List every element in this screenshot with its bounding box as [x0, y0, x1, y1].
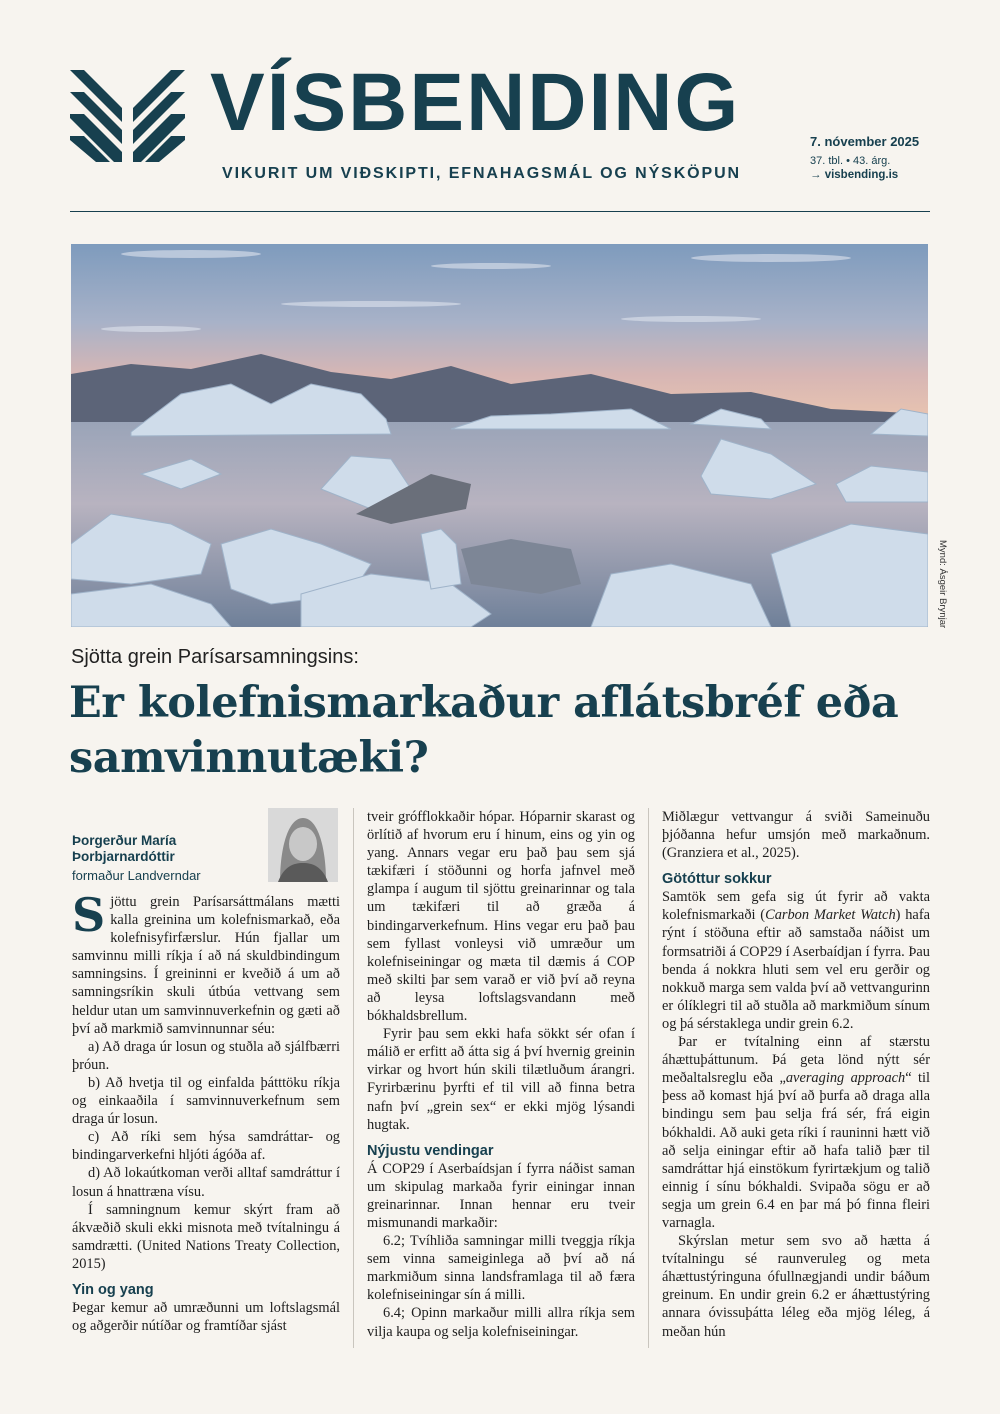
hero-photo: [71, 244, 928, 627]
list-item: d) Að lokaútkoman verði alltaf samdráttur í losun á hnattræna vísu.: [72, 1165, 340, 1200]
issue-info: [810, 134, 940, 181]
section-heading-news: Nýjustu vendingar: [367, 1142, 494, 1159]
paragraph: Þegar kemur að umræðunni um loftslagsmál og aðgerðir nútíðar og framtíðar sjást: [72, 1299, 340, 1335]
brand-tagline: VIKURIT UM VIÐSKIPTI, EFNAHAGSMÁL OG NÝSKÖPUN: [222, 165, 742, 182]
drop-cap: S: [72, 888, 106, 942]
article-headline: Er kolefnismarkaður aflátsbréf eða samvinnutæki?: [69, 678, 899, 783]
author-name: Þorgerður María Þorbjarnardóttir: [72, 833, 177, 864]
glacier-lagoon-image: [71, 244, 928, 627]
column-divider: [353, 808, 354, 1348]
website-link[interactable]: → visbending.is: [810, 169, 899, 181]
list-item: c) Að ríki sem hýsa samdráttar- og bindingarverkefni hljóti ágóða af.: [72, 1129, 340, 1164]
author-photo: [268, 808, 338, 882]
author-role: formaður Landverndar: [72, 868, 201, 883]
visbending-logo-icon: [70, 70, 185, 162]
issue-date: 7. nóvember 2025: [810, 134, 920, 149]
brand-title: VÍSBENDING: [210, 57, 741, 148]
paragraph: Fyrir þau sem ekki hafa sökkt sér ofan í málið er erfitt að átta sig á því hvernig greinin virkar og hvort hún skili tilætluðum árangri. Fyrirbærinu þyrfti ef til vill að finna betra nafn því „grein sex“ er ekki mjög lýsandi hugtak.: [367, 1026, 635, 1133]
column-divider: [648, 808, 649, 1348]
article-column-2: [367, 808, 635, 1341]
article-kicker: Sjötta grein Parísarsamningsins:: [71, 646, 359, 668]
list-item: b) Að hvetja til og einfalda þátttöku ríkja og einkaaðila í samvinnuverkefnum sem draga úr losun.: [72, 1074, 340, 1128]
masthead-divider: [70, 211, 930, 212]
paragraph: 6.4; Opinn markaður milli allra ríkja sem vilja kaupa og selja kolefniseiningar.: [367, 1305, 635, 1340]
paragraph: Á COP29 í Aserbaídsjan í fyrra náðist saman um skipulag markaða fyrir einingar innan greinarinnar. Innan hennar eru tveir mismunandi markaðir:: [367, 1160, 635, 1231]
paragraph: 6.2; Tvíhliða samningar milli tveggja ríkja sem vinna sameiginlega að því að ná markmiðum sinna landsframlaga til að færa kolefniseiningar sín á milli.: [367, 1233, 635, 1304]
photo-credit: Mynd: Ásgeir Brynjar: [937, 540, 948, 629]
author-byline: [72, 808, 340, 893]
section-heading-yin-yang: Yin og yang: [72, 1281, 154, 1298]
article-column-1: [72, 808, 340, 1335]
list-item: a) Að draga úr losun og stuðla að sjálfbærri þróun.: [72, 1038, 340, 1073]
paragraph: Samtök sem gefa sig út fyrir að vakta kolefnismarkaði (Carbon Market Watch) hafa rýnt í stöðuna eftir að samstaða náðist um formsatriði á COP29 í Aserbaídjan í fyrra. Þau benda á nokkra hluti sem vel eru gerðir og nokkuð marga sem valda því að vettvangurinn er ólíklegri til að stuðla að markmiðum sínum og þá sérstaklega undir grein 6.2.: [662, 889, 930, 1032]
masthead: [70, 57, 930, 198]
paragraph: Þar er tvítalning einn af stærstu áhættuþáttunum. Þá geta lönd nýtt sér meðaltalsreglu eða „averaging approach“ til þess að komast hjá því að þurfa að draga alla bindingu sem þau selja frá sér, frá eigin bókhaldi. Að auki geta ríki í rauninni hætt við að selja einingar eftir að hafa talið þær til samdráttar hjá einstökum fyrirtækjum og talið einnig í sínu bókhaldi. Svipaða sögu er að segja um grein 6.4 en þar má þó finna fleiri varnagla.: [662, 1034, 931, 1231]
paragraph: Í samningnum kemur skýrt fram að ákvæðið skuli ekki misnota með tvítalningu á samdrætti. (United Nations Treaty Collection, 2015): [72, 1201, 340, 1272]
goals-list: [72, 1038, 340, 1201]
intro-paragraph: jöttu grein Parísarsáttmálans mætti kalla greinina um kolefnismarkað, eða kolefnisyfirfærslur. Hún fjallar um samvinnu milli ríkja í að ná skuldbindingum samningsins. Í greininni er kveðið á um að samningsríkin skuli útbúa vettvang sem heldur utan um samvinnuverkefnin og gæti að því að markmið samvinnunnar séu:: [72, 894, 340, 1037]
article-column-3: [662, 808, 930, 1341]
paragraph: Skýrslan metur sem svo að hætta á tvítalningu sé raunveruleg og meta áhættustýringuna ófullnægjandi undir báðum greinum. En undir grein 6.2 er áhættustýring annara óvissuþátta léleg eða mjög léleg, á meðan hún: [662, 1233, 930, 1340]
section-heading-holes: Götóttur sokkur: [662, 871, 772, 888]
paragraph: tveir grófflokkaðir hópar. Hóparnir skarast og örlítið af hvorum eru í hinum, eins og yin og yang. Annars vegar eru það þau sem sjá tækifæri í stöðunni og horfa jafnvel með glampa í augum til sjöttu greinarinnar og tala um tækifæri til að græða á bindingarverkefnum. Hins vegar eru það þau sem fyllast vonleysi við umræður um kolefniseiningar og mæta til dæmis á COP með skilti þar sem varað er við því að reyna að leysa loftslagsvandann með bókhaldsbrellum.: [367, 809, 635, 1025]
issue-number: 37. tbl. • 43. árg.: [810, 155, 891, 167]
paragraph: Miðlægur vettvangur á sviði Sameinuðu þjóðanna hefur umsjón með markaðnum. (Granziera et al., 2025).: [662, 809, 930, 862]
